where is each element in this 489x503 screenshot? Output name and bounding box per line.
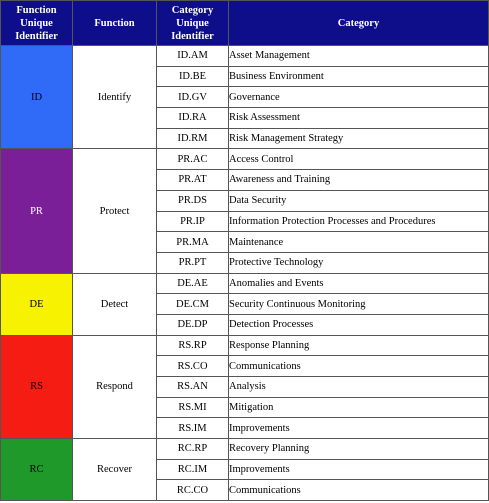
category-id-cell: PR.MA — [157, 232, 229, 253]
category-id-cell: PR.PT — [157, 252, 229, 273]
category-name-cell: Awareness and Training — [229, 170, 489, 191]
category-name-cell: Governance — [229, 87, 489, 108]
function-name-cell: Respond — [73, 335, 157, 438]
function-name-cell: Identify — [73, 46, 157, 149]
category-name-cell: Data Security — [229, 190, 489, 211]
category-id-cell: RC.RP — [157, 439, 229, 460]
category-name-cell: Improvements — [229, 459, 489, 480]
category-name-cell: Risk Assessment — [229, 108, 489, 129]
category-name-cell: Communications — [229, 356, 489, 377]
category-name-cell: Protective Technology — [229, 252, 489, 273]
category-name-cell: Business Environment — [229, 66, 489, 87]
category-id-cell: RS.MI — [157, 397, 229, 418]
header-category-id: Category Unique Identifier — [157, 1, 229, 46]
category-name-cell: Risk Management Strategy — [229, 128, 489, 149]
category-name-cell: Mitigation — [229, 397, 489, 418]
category-id-cell: PR.DS — [157, 190, 229, 211]
category-id-cell: RS.AN — [157, 377, 229, 398]
category-name-cell: Security Continuous Monitoring — [229, 294, 489, 315]
category-id-cell: RC.CO — [157, 480, 229, 501]
function-name-cell: Protect — [73, 149, 157, 273]
category-name-cell: Information Protection Processes and Procedures — [229, 211, 489, 232]
category-id-cell: RS.RP — [157, 335, 229, 356]
category-id-cell: RS.IM — [157, 418, 229, 439]
category-id-cell: RC.IM — [157, 459, 229, 480]
category-id-cell: PR.IP — [157, 211, 229, 232]
function-name-cell: Detect — [73, 273, 157, 335]
category-id-cell: DE.DP — [157, 314, 229, 335]
category-id-cell: ID.BE — [157, 66, 229, 87]
header-function-id: Function Unique Identifier — [1, 1, 73, 46]
header-row — [1, 1, 489, 46]
category-id-cell: DE.AE — [157, 273, 229, 294]
category-name-cell: Anomalies and Events — [229, 273, 489, 294]
category-name-cell: Improvements — [229, 418, 489, 439]
function-id-cell: RS — [1, 335, 73, 438]
table-row — [1, 149, 489, 170]
category-id-cell: ID.GV — [157, 87, 229, 108]
header-category: Category — [229, 1, 489, 46]
function-id-cell: ID — [1, 46, 73, 149]
category-id-cell: PR.AC — [157, 149, 229, 170]
category-id-cell: ID.AM — [157, 46, 229, 67]
table-row — [1, 273, 489, 294]
function-id-cell: PR — [1, 149, 73, 273]
category-name-cell: Access Control — [229, 149, 489, 170]
header-function: Function — [73, 1, 157, 46]
category-id-cell: RS.CO — [157, 356, 229, 377]
category-name-cell: Asset Management — [229, 46, 489, 67]
category-id-cell: DE.CM — [157, 294, 229, 315]
table-row — [1, 335, 489, 356]
category-name-cell: Analysis — [229, 377, 489, 398]
table-row — [1, 46, 489, 67]
table-body — [1, 46, 489, 501]
function-id-cell: RC — [1, 439, 73, 501]
category-id-cell: ID.RM — [157, 128, 229, 149]
category-name-cell: Maintenance — [229, 232, 489, 253]
category-id-cell: ID.RA — [157, 108, 229, 129]
category-name-cell: Response Planning — [229, 335, 489, 356]
category-name-cell: Detection Processes — [229, 314, 489, 335]
function-name-cell: Recover — [73, 439, 157, 501]
category-name-cell: Recovery Planning — [229, 439, 489, 460]
category-name-cell: Communications — [229, 480, 489, 501]
function-id-cell: DE — [1, 273, 73, 335]
table-row — [1, 439, 489, 460]
category-id-cell: PR.AT — [157, 170, 229, 191]
